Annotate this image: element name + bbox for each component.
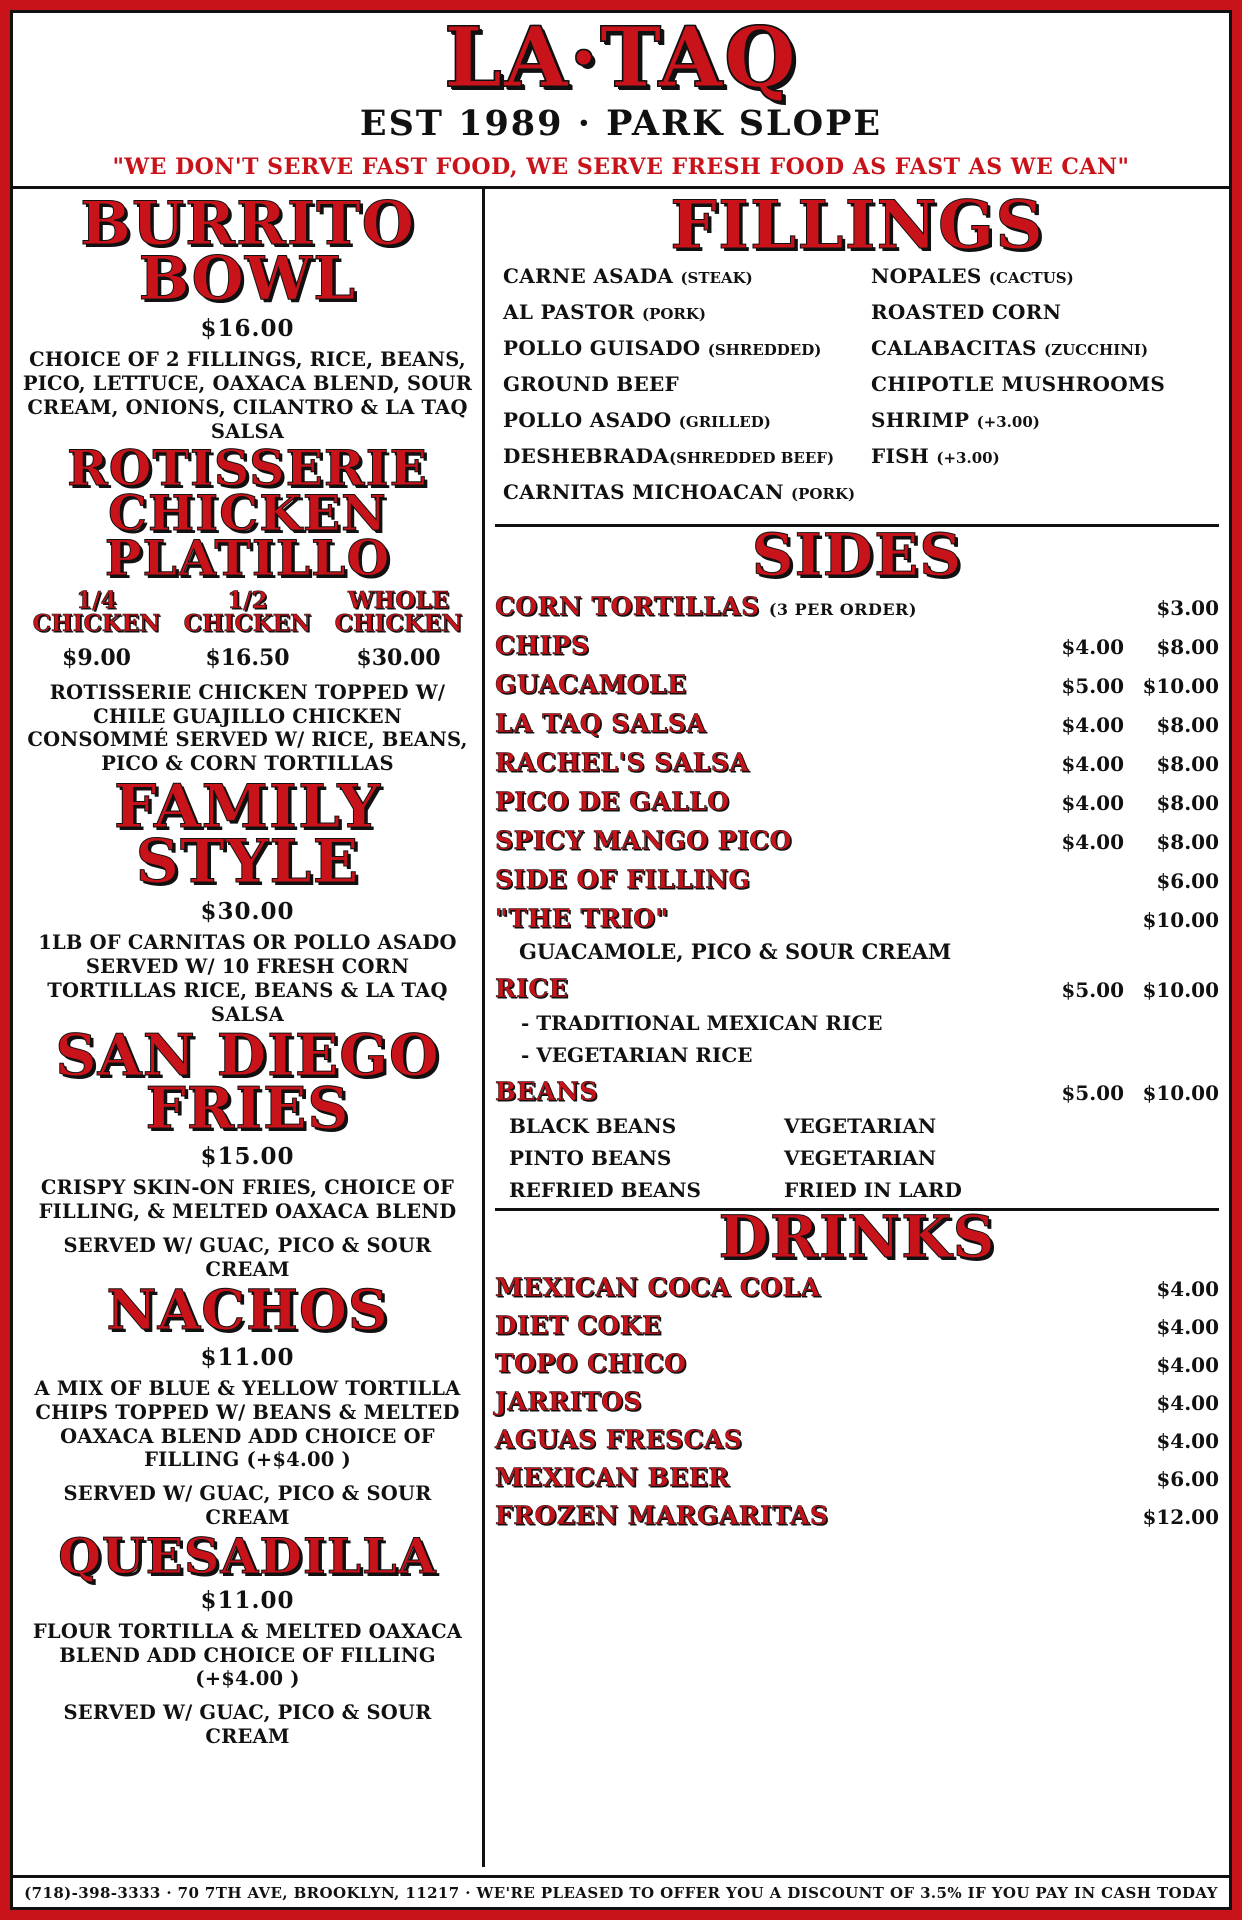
side-name: RICE (495, 974, 569, 1004)
side-name: PICO DE GALLO (495, 787, 730, 817)
drink-price: $12.00 (1142, 1505, 1219, 1530)
list-item (503, 336, 857, 360)
nachos-title: NACHOS (106, 1277, 389, 1343)
filling-name: CARNE ASADA (503, 263, 674, 288)
list-item (503, 264, 857, 288)
filling-name: ROASTED CORN (871, 299, 1062, 324)
list-item: - VEGETARIAN RICE (521, 1043, 753, 1068)
menu-header (13, 10, 1229, 189)
bean-name: BLACK BEANS (509, 1114, 677, 1139)
established-line: EST 1989 · PARK SLOPE (359, 103, 883, 144)
filling-name: POLLO ASADO (503, 407, 672, 432)
side-price-large: $8.00 (1156, 830, 1219, 855)
table-row (495, 1114, 1219, 1138)
list-item (871, 264, 1219, 288)
side-price-small: $5.00 (1061, 674, 1124, 699)
burrito-bowl-price: $16.00 (200, 315, 295, 343)
side-name (495, 592, 1014, 621)
rotisserie-title: ROTISSERIE CHICKEN PLATILLO (67, 438, 428, 587)
filling-note: (ZUCCHINI) (1044, 340, 1149, 359)
menu-columns (13, 186, 1229, 1867)
family-style-title: FAMILY STYLE (113, 771, 382, 898)
list-item (503, 372, 857, 396)
filling-name: DESHEBRADA (503, 443, 670, 468)
table-row (495, 1311, 1219, 1340)
section-fillings (495, 186, 1219, 527)
drink-name: FROZEN MARGARITAS (495, 1501, 829, 1531)
filling-name: CHIPOTLE MUSHROOMS (871, 371, 1166, 396)
section-rotisserie (21, 438, 474, 776)
section-quesadilla (21, 1526, 474, 1749)
bean-name: REFRIED BEANS (509, 1178, 701, 1203)
burrito-bowl-description: CHOICE OF 2 FILLINGS, RICE, BEANS, PICO, LETTUCE, OAXACA BLEND, SOUR CREAM, ONIONS, CILANTRO & LA TAQ SALSA (22, 348, 473, 443)
side-name: GUACAMOLE (495, 670, 687, 700)
drink-price: $4.00 (1156, 1353, 1219, 1378)
rotisserie-size-half-label: 1/2 CHICKEN (183, 586, 312, 637)
side-price-large: $8.00 (1156, 791, 1219, 816)
fillings-title: FILLINGS (670, 186, 1044, 264)
bean-note: VEGETARIAN (784, 1146, 937, 1171)
rotisserie-size-half-price: $16.50 (205, 644, 290, 671)
drink-name: AGUAS FRESCAS (495, 1425, 743, 1455)
trio-contents: GUACAMOLE, PICO & SOUR CREAM (519, 939, 952, 965)
filling-name: NOPALES (871, 263, 982, 288)
side-name: "THE TRIO" (495, 904, 669, 934)
drink-name: MEXICAN BEER (495, 1463, 730, 1493)
section-drinks (495, 1203, 1219, 1531)
table-row (495, 709, 1219, 738)
list-item (503, 408, 857, 432)
side-price-large: $10.00 (1142, 978, 1219, 1003)
drink-name: MEXICAN COCA COLA (495, 1273, 821, 1303)
side-name: LA TAQ SALSA (495, 709, 707, 739)
family-style-description: 1LB OF CARNITAS OR POLLO ASADO SERVED W/ 10 FRESH CORN TORTILLAS RICE, BEANS & LA TAQ SALSA (38, 931, 457, 1026)
side-price-large: $10.00 (1142, 674, 1219, 699)
filling-note: (PORK) (791, 484, 856, 503)
filling-note: (GRILLED) (678, 412, 771, 431)
list-item (503, 480, 857, 504)
burrito-bowl-title: BURRITO BOWL (80, 189, 415, 315)
nachos-description: A MIX OF BLUE & YELLOW TORTILLA CHIPS TOPPED W/ BEANS & MELTED OAXACA BLEND ADD CHOICE OF FILLING (+$4.00 ) (34, 1376, 461, 1472)
table-row (495, 1501, 1219, 1530)
side-name: BEANS (495, 1077, 598, 1107)
filling-note: (STEAK) (680, 268, 753, 287)
list-item (871, 372, 1219, 396)
side-label: CORN TORTILLAS (495, 592, 760, 622)
section-family-style (21, 771, 474, 1027)
section-nachos (21, 1277, 474, 1529)
rotisserie-size-half (173, 586, 322, 671)
side-sublabel: (3 PER ORDER) (768, 600, 917, 620)
table-row (495, 1463, 1219, 1492)
quesadilla-title: QUESADILLA (58, 1526, 437, 1585)
side-price-large: $8.00 (1156, 752, 1219, 777)
rotisserie-size-grid (21, 586, 474, 671)
drinks-title: DRINKS (718, 1203, 996, 1272)
section-sides (495, 520, 1219, 1211)
quesadilla-served-with: SERVED W/ GUAC, PICO & SOUR CREAM (63, 1701, 432, 1748)
table-row (495, 631, 1219, 660)
list-item (871, 444, 1219, 468)
side-price-small: $5.00 (1061, 1081, 1124, 1106)
table-row (495, 1273, 1219, 1302)
drink-price: $6.00 (1156, 1467, 1219, 1492)
side-name: RACHEL'S SALSA (495, 748, 750, 778)
rotisserie-size-quarter-label: 1/4 CHICKEN (32, 586, 161, 637)
side-price-large: $6.00 (1156, 869, 1219, 894)
tagline: "WE DON'T SERVE FAST FOOD, WE SERVE FRESH FOOD AS FAST AS WE CAN" (13, 154, 1229, 189)
table-row (495, 592, 1219, 621)
section-burrito-bowl (21, 189, 474, 444)
list-item (871, 408, 1219, 432)
filling-name: SHRIMP (871, 407, 970, 432)
san-diego-fries-served-with: SERVED W/ GUAC, PICO & SOUR CREAM (63, 1233, 432, 1281)
filling-name: CARNITAS MICHOACAN (503, 479, 784, 504)
drink-price: $4.00 (1156, 1277, 1219, 1302)
fillings-column-two (857, 264, 1219, 516)
filling-note: (SHREDDED BEEF) (669, 448, 835, 467)
side-price-small: $4.00 (1061, 635, 1124, 660)
sides-title: SIDES (751, 520, 963, 589)
table-row (495, 1077, 1219, 1106)
side-name: CHIPS (495, 631, 590, 661)
list-item (871, 336, 1219, 360)
drink-price: $4.00 (1156, 1429, 1219, 1454)
quesadilla-price: $11.00 (200, 1586, 295, 1614)
side-price-small: $4.00 (1061, 713, 1124, 738)
restaurant-logo: LA·TAQ (444, 10, 798, 106)
filling-name: CALABACITAS (871, 335, 1037, 360)
table-row (495, 1387, 1219, 1416)
table-row (495, 1178, 1219, 1202)
filling-note: (SHREDDED) (707, 340, 822, 359)
footer-contact: (718)-398-3333 · 70 7TH AVE, BROOKLYN, 11217 · WE'RE PLEASED TO OFFER YOU A DISCOUNT OF 3.5% IF YOU PAY IN CASH TODAY (13, 1875, 1229, 1907)
rotisserie-description: ROTISSERIE CHICKEN TOPPED W/ CHILE GUAJILLO CHICKEN CONSOMMÉ SERVED W/ RICE, BEANS, PICO & CORN TORTILLAS (27, 680, 468, 776)
side-price-large: $8.00 (1156, 635, 1219, 660)
rotisserie-size-quarter-price: $9.00 (62, 644, 131, 671)
fillings-column-one (495, 264, 857, 516)
quesadilla-description: FLOUR TORTILLA & MELTED OAXACA BLEND ADD CHOICE OF FILLING (+$4.00 ) (32, 1619, 463, 1691)
list-item: - TRADITIONAL MEXICAN RICE (521, 1011, 883, 1036)
nachos-price: $11.00 (200, 1343, 295, 1371)
menu-sheet (10, 10, 1232, 1910)
table-row (495, 974, 1219, 1003)
side-price-large: $10.00 (1142, 908, 1219, 933)
san-diego-fries-description: CRISPY SKIN-ON FRIES, CHOICE OF FILLING, & MELTED OAXACA BLEND (38, 1176, 457, 1224)
filling-name: POLLO GUISADO (503, 335, 701, 360)
drink-price: $4.00 (1156, 1391, 1219, 1416)
table-row (495, 826, 1219, 855)
rotisserie-size-whole-price: $30.00 (356, 644, 441, 671)
bean-note: FRIED IN LARD (784, 1178, 962, 1203)
bean-name: PINTO BEANS (509, 1146, 672, 1171)
table-row (495, 748, 1219, 777)
family-style-price: $30.00 (200, 898, 295, 926)
side-price-small: $4.00 (1061, 752, 1124, 777)
drink-name: TOPO CHICO (495, 1349, 687, 1379)
drink-name: JARRITOS (495, 1387, 642, 1417)
filling-name: GROUND BEEF (503, 371, 680, 396)
rotisserie-size-quarter (22, 586, 171, 671)
drink-name: DIET COKE (495, 1311, 662, 1341)
side-name: SPICY MANGO PICO (495, 826, 792, 856)
side-price-large: $3.00 (1156, 596, 1219, 621)
table-row (495, 865, 1219, 894)
list-item (503, 444, 857, 468)
filling-note: (+3.00) (936, 448, 1000, 467)
table-row (495, 1146, 1219, 1170)
side-name: SIDE OF FILLING (495, 865, 751, 895)
fillings-lists (495, 264, 1219, 516)
table-row (495, 1425, 1219, 1454)
san-diego-fries-title: SAN DIEGO FRIES (55, 1022, 440, 1142)
list-item (503, 300, 857, 324)
side-price-large: $10.00 (1142, 1081, 1219, 1106)
list-item (871, 300, 1219, 324)
filling-name: FISH (871, 443, 930, 468)
filling-note: (PORK) (641, 304, 707, 323)
nachos-served-with: SERVED W/ GUAC, PICO & SOUR CREAM (63, 1482, 432, 1529)
side-price-small: $4.00 (1061, 830, 1124, 855)
filling-note: (+3.00) (976, 412, 1040, 431)
filling-note: (CACTUS) (988, 268, 1074, 287)
table-row (495, 904, 1219, 933)
rotisserie-size-whole (324, 586, 473, 671)
side-price-small: $5.00 (1061, 978, 1124, 1003)
bean-note: VEGETARIAN (784, 1114, 937, 1139)
filling-name: AL PASTOR (503, 299, 635, 324)
table-row (495, 787, 1219, 816)
rotisserie-size-whole-label: WHOLE CHICKEN (334, 586, 463, 637)
drink-price: $4.00 (1156, 1315, 1219, 1340)
left-column (13, 189, 485, 1867)
section-san-diego-fries (21, 1022, 474, 1281)
side-price-small: $4.00 (1061, 791, 1124, 816)
side-price-large: $8.00 (1156, 713, 1219, 738)
san-diego-fries-price: $15.00 (200, 1143, 295, 1171)
right-column (485, 186, 1229, 1867)
table-row (495, 1349, 1219, 1378)
table-row (495, 670, 1219, 699)
